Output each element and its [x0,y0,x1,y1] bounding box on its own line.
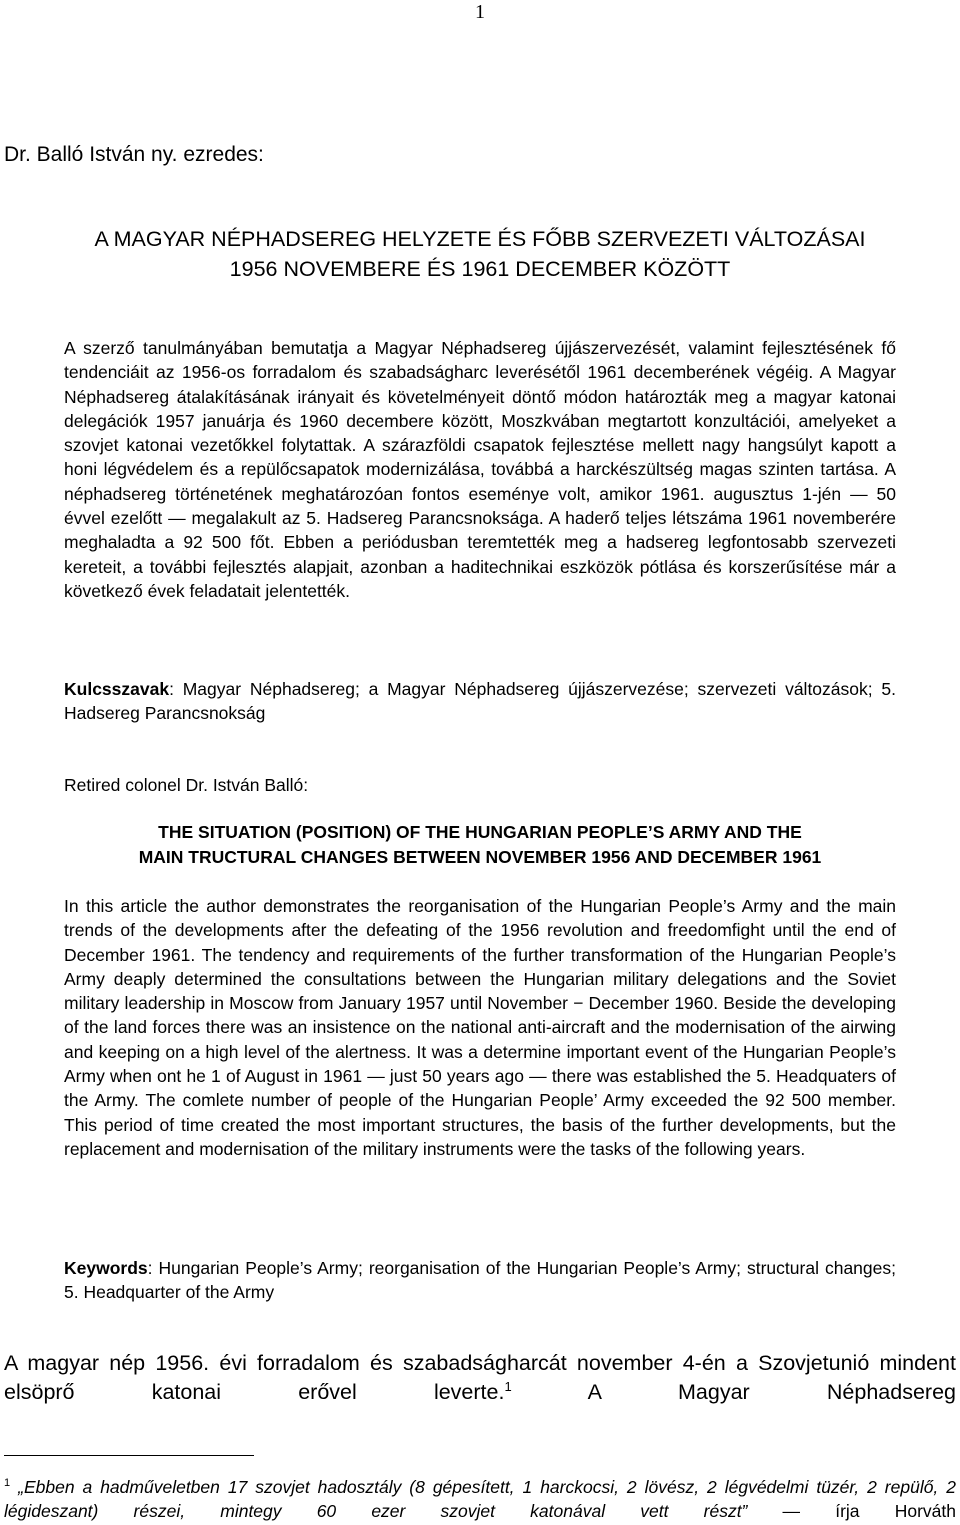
footnote-reference[interactable]: 1 [504,1379,512,1394]
abstract-english [64,894,896,1161]
abstract-hungarian [64,336,896,603]
title-english [64,820,896,870]
title-hungarian-line-1: A MAGYAR NÉPHADSEREG HELYZETE ÉS FŐBB SZERVEZETI VÁLTOZÁSAI [94,227,866,251]
footnote-attribution: ― írja Horváth [747,1501,956,1521]
body-paragraph [4,1349,956,1407]
footnote [4,1475,956,1523]
abstract-hungarian-text: A szerző tanulmányában bemutatja a Magyar Néphadsereg újjászervezését, valamint fejlesztésének fő tendenciáit az 1956-os forradalom és szabadságharc leverésétől 1961 decemberének végéig. A Magyar Néphadsereg átalakításának irányait és követelményeit döntő módon határozták meg a magyar katonai delegációk 1957 januárja és 1960 decembere között, Moszkvában megtartott konzultációi, amelyeket a szovjet katonai vezetőkkel folytattak. A szárazföldi csapatok fejlesztése mellett nagy hangsúlyt kapott a honi légvédelem és a repülőcsapatok modernizálása, továbbá a harckészültség magas szinten tartása. A néphadsereg történetének meghatározóan fontos eseménye volt, amikor 1961. augusztus 1-jén ― 50 évvel ezelőtt ― megalakult az 5. Hadsereg Parancsnoksága. A haderő teljes létszáma 1961 novemberére meghaladta a 92 500 főt. Ebben a periódusban teremtették meg a hadsereg legfontosabb szervezeti kereteit, a további fejlesztés alapjait, azonban a haditechnikai eszközök pótlása és korszerűsítése már a következő évek feladatait jelentették. [64,338,896,601]
abstract-english-text: In this article the author demonstrates the reorganisation of the Hungarian People’s Army and the main trends of the developments after the defeating of the 1956 revolution and freedomfight until the end of December 1961. The tendency and requirements of the further transformation of the Hungarian People’s Army deaply determined the consultations between the Hungarian military delegations and the Soviet military leadership in Moscow from January 1957 until November − December 1960. Beside the developing of the land forces there was an insistence on the national anti-aircraft and the modernisation of the airwing and keeping on a high level of the alertness. It was a determine important event of the Hungarian People’s Army when ont he 1 of August in 1961 ― just 50 years ago ― there was established the 5. Headquaters of the Army. The comlete number of people of the Hungarian People’ Army exceeded the 92 500 member. This period of time created the most important structures, the basis of the further developments, but the replacement and modernisation of the military instruments were the tasks of the following years. [64,896,896,1159]
keywords-hungarian-text: : Magyar Néphadsereg; a Magyar Néphadsereg újjászervezése; szervezeti változások; 5. Hadsereg Parancsnokság [64,679,896,724]
footnote-marker: 1 [4,1477,11,1489]
title-english-line-1: THE SITUATION (POSITION) OF THE HUNGARIAN PEOPLE’S ARMY AND THE [158,822,802,842]
keywords-english-label: Keywords [64,1258,148,1278]
author-english: Retired colonel Dr. István Balló: [64,775,309,795]
keywords-english-text: : Hungarian People’s Army; reorganisation of the Hungarian People’s Army; structural changes; 5. Headquarter of the Army [64,1258,896,1303]
title-hungarian-line-2: 1956 NOVEMBERE ÉS 1961 DECEMBER KÖZÖTT [229,257,731,281]
footnote-quote: „Ebben a hadműveletben 17 szovjet hadosztály (8 gépesített, 1 harckocsi, 2 lövész, 2 légvédelmi tüzér, 2 repülő, 2 légideszant) részei, mintegy 60 ezer szovjet katonával vett részt” [4,1477,956,1521]
body-text-start: A magyar nép 1956. évi forradalom és szabadságharcát november 4-én a Szovjetunió mindent elsöprő katonai erővel leverte. [4,1351,956,1404]
body-text-continued: A Magyar Néphadsereg [511,1380,956,1404]
keywords-english [64,1256,896,1305]
keywords-hungarian [64,677,896,726]
title-hungarian [4,224,956,284]
author-hungarian: Dr. Balló István ny. ezredes: [4,143,264,166]
keywords-hungarian-label: Kulcsszavak [64,679,170,699]
page-number: 1 [475,1,485,23]
footnote-divider [4,1455,254,1456]
title-english-line-2: MAIN TRUCTURAL CHANGES BETWEEN NOVEMBER 1956 AND DECEMBER 1961 [138,847,822,867]
